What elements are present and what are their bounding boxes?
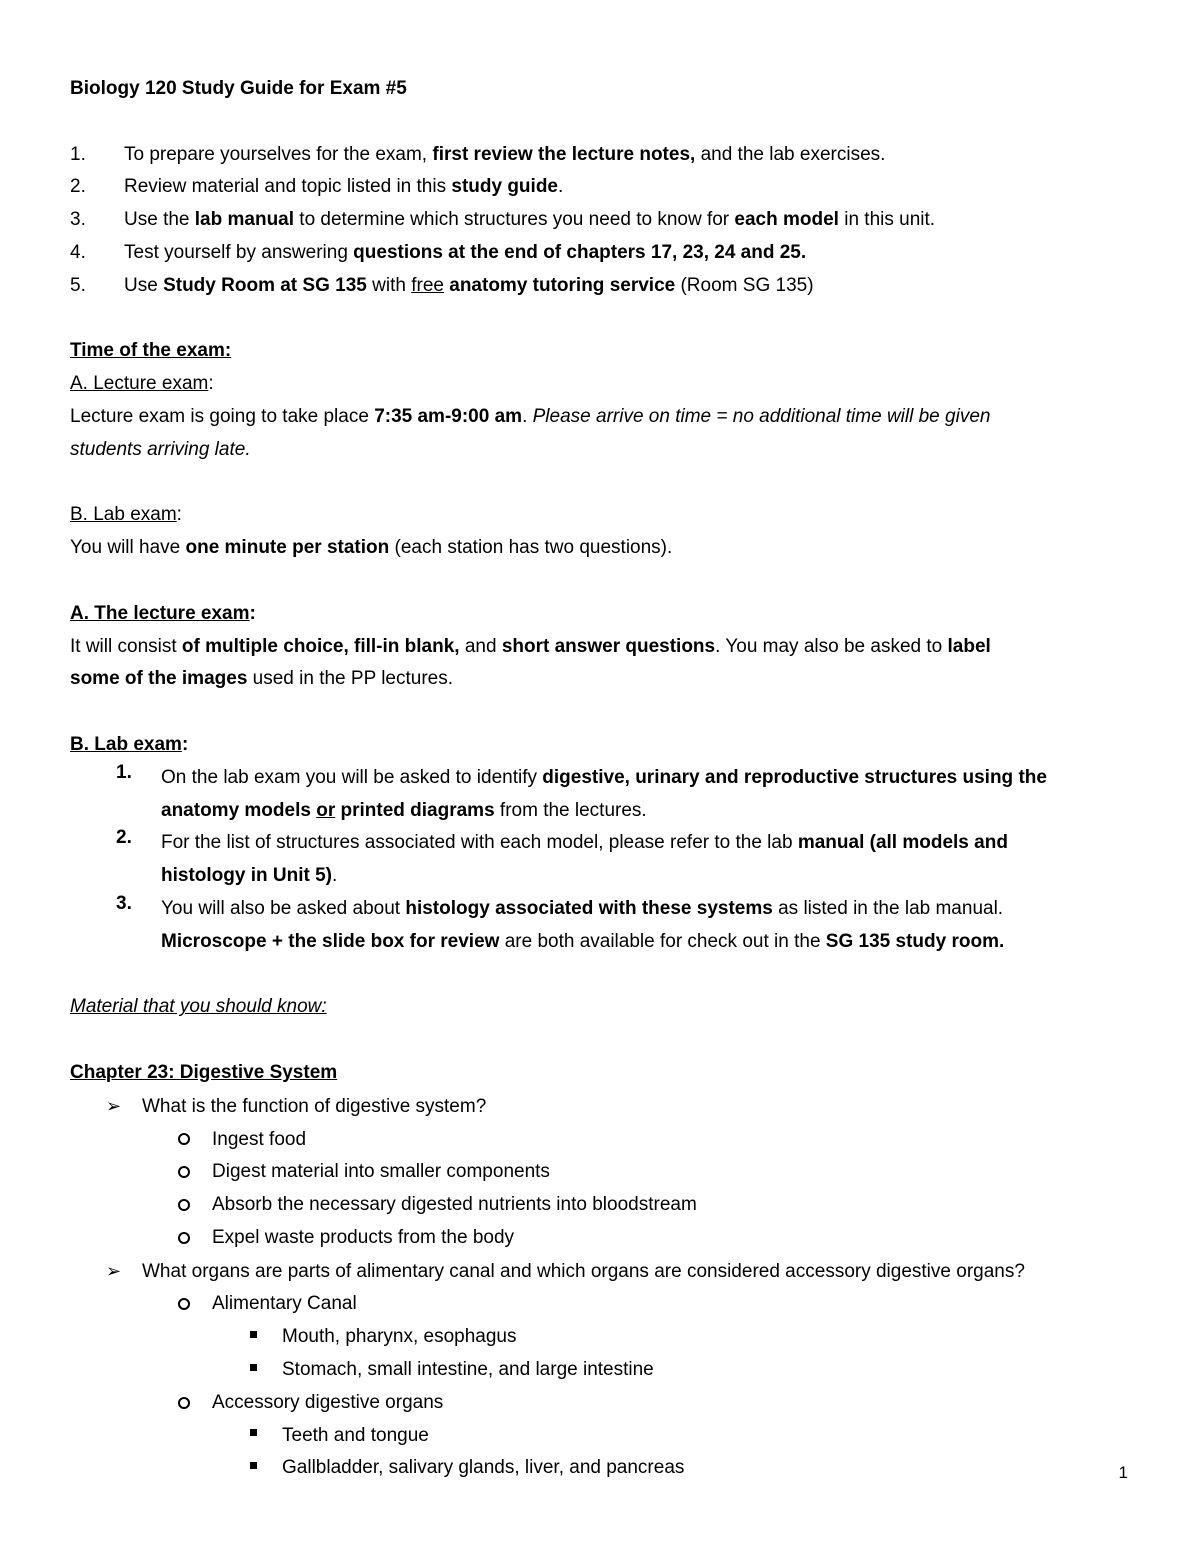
document-page: [70, 73, 1160, 1485]
lab-item-2: 2. For the list of structures associated with each model, please refer to the lab manual (all models and histology in Unit 5).: [116, 827, 1008, 887]
accessory-subitem: Gallbladder, salivary glands, liver, and pancreas: [70, 1452, 1160, 1485]
function-item: Expel waste products from the body: [70, 1222, 1160, 1255]
step-4: 4. Test yourself by answering questions at the end of chapters 17, 23, 24 and 25.: [70, 241, 807, 263]
step-3: 3. Use the lab manual to determine which structures you need to know for each model in this unit.: [70, 209, 936, 231]
arrow-bullet-icon: ➢: [106, 1260, 122, 1281]
square-bullet-icon: [246, 1321, 282, 1354]
function-item: Absorb the necessary digested nutrients into bloodstream: [70, 1189, 1160, 1222]
lecture-exam-heading: A. The lecture exam:: [70, 602, 256, 624]
step-2: 2. Review material and topic listed in this study guide.: [70, 176, 564, 198]
lecture-exam-subheading: A. Lecture exam:: [70, 373, 214, 395]
time-heading: Time of the exam:: [70, 340, 232, 362]
function-item: Digest material into smaller components: [70, 1156, 1160, 1189]
lecture-exam-time-cont: students arriving late.: [70, 438, 251, 460]
lecture-exam-desc-cont: some of the images used in the PP lectures.: [70, 668, 453, 690]
canal-subitem: Stomach, small intestine, and large intestine: [70, 1354, 1160, 1387]
lab-exam-time: You will have one minute per station (each station has two questions).: [70, 537, 673, 559]
arrow-bullet-icon: ➢: [106, 1095, 122, 1116]
step-5: 5. Use Study Room at SG 135 with free anatomy tutoring service (Room SG 135): [70, 274, 814, 296]
circle-bullet-icon: [176, 1156, 212, 1189]
accessory-subitem: Teeth and tongue: [70, 1420, 1160, 1453]
material-heading: Material that you should know:: [70, 996, 327, 1018]
square-bullet-icon: [246, 1420, 282, 1453]
step-1: 1. To prepare yourselves for the exam, first review the lecture notes, and the lab exercises.: [70, 143, 886, 165]
lab-item-3: 3. You will also be asked about histology associated with these systems as listed in the lab manual. Microscope + the slide box for review are both available for check out in the SG 135 study room.: [116, 892, 1005, 952]
question-organs: ➢ What organs are parts of alimentary canal and which organs are considered accessory digestive organs?: [70, 1255, 1160, 1289]
lecture-exam-time: Lecture exam is going to take place 7:35 am-9:00 am. Please arrive on time = no additional time will be given: [70, 405, 991, 427]
canal-subitem: Mouth, pharynx, esophagus: [70, 1321, 1160, 1354]
circle-bullet-icon: [176, 1124, 212, 1157]
lab-exam-subheading: B. Lab exam:: [70, 504, 182, 526]
lab-item-1: 1. On the lab exam you will be asked to identify digestive, urinary and reproductive structures using the anatomy models or printed diagrams from the lectures.: [116, 761, 1047, 821]
question-function: ➢ What is the function of digestive system?: [70, 1090, 1160, 1124]
canal-item: Alimentary Canal: [70, 1288, 1160, 1321]
circle-bullet-icon: [176, 1222, 212, 1255]
function-item: Ingest food: [70, 1124, 1160, 1157]
document-title: Biology 120 Study Guide for Exam #5: [70, 78, 407, 99]
circle-bullet-icon: [176, 1189, 212, 1222]
lecture-exam-desc: It will consist of multiple choice, fill-in blank, and short answer questions. You may also be asked to label: [70, 635, 991, 657]
square-bullet-icon: [246, 1452, 282, 1485]
page-number: 1: [1118, 1463, 1128, 1482]
lab-exam-heading: B. Lab exam:: [70, 733, 189, 755]
circle-bullet-icon: [176, 1387, 212, 1420]
chapter-heading: Chapter 23: Digestive System: [70, 1061, 338, 1083]
accessory-item: Accessory digestive organs: [70, 1387, 1160, 1420]
square-bullet-icon: [246, 1354, 282, 1387]
circle-bullet-icon: [176, 1288, 212, 1321]
